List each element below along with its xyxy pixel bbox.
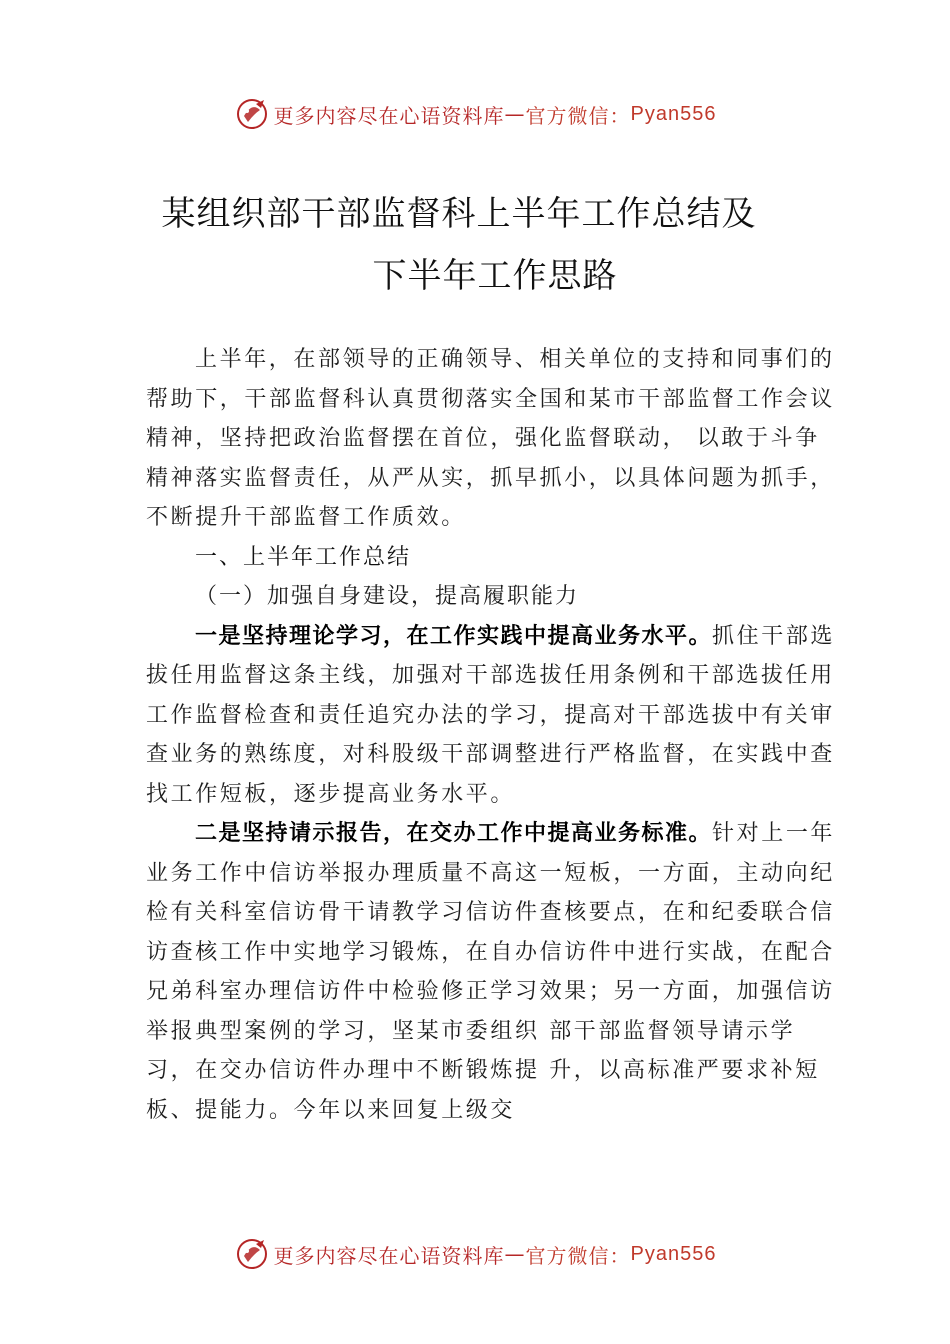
document-body (146, 340, 836, 1130)
brand-logo-icon (234, 1236, 270, 1272)
point2-paragraph (146, 814, 836, 1130)
banner-text (274, 100, 717, 129)
banner-sub-text: 官方微信： (525, 103, 631, 128)
banner-dash: — (504, 102, 526, 126)
footer-banner (0, 1232, 950, 1276)
banner-dash: — (504, 1242, 526, 1266)
document-title-line1: 某组织部干部监督科上半年工作总结及 (161, 194, 757, 234)
banner-sub-text: 官方微信： (525, 1243, 631, 1268)
header-banner (0, 92, 950, 136)
banner-main-text: 更多内容尽在心语资料库 (273, 1243, 505, 1268)
point1-paragraph (146, 617, 836, 815)
banner-wechat-id: Pyan556 (630, 1242, 717, 1265)
point2-body: 针对上一年业务工作中信访举报办理质量不高这一短板，一方面，主动向纪检有关科室信访骨干请教学习信访件查核要点，在和纪委联合信访查核工作中实地学习锻炼，在自办信访件中进行实战，在配合兄弟科室办理信访件中检验修正学习效果；另一方面，加强信访举报典型案例的学习，坚某市委组织 部干部监督领导请示学习，在交办信访件办理中不断锻炼提 升，以高标准严要求补短板、提能力。今年以来回复上级交 (146, 821, 836, 1123)
point1-body: 抓住干部选拔任用监督这条主线，加强对干部选拔任用条例和干部选拔任用工作监督检查和责任追究办法的学习，提高对干部选拔中有关审查业务的熟练度，对科股级干部调整进行严格监督，在实践中查找工作短板，逐步提高业务水平。 (146, 623, 836, 807)
point2-lead: 二是坚持请示报告，在交办工作中提高业务标准。 (195, 821, 713, 846)
point1-lead: 一是坚持理论学习，在工作实践中提高业务水平。 (195, 623, 713, 649)
intro-paragraph: 上半年，在部领导的正确领导、相关单位的支持和同事们的帮助下，干部监督科认真贯彻落实全国和某市干部监督工作会议精神，坚持把政治监督摆在首位，强化监督联动， 以敢于斗争精神落实监督责任，从严从实，抓早抓小，以具体问题为抓手，不断提升干部监督工作质效。 (146, 347, 835, 530)
subsection1-heading: （一）加强自身建设，提高履职能力 (195, 584, 580, 609)
banner-main-text: 更多内容尽在心语资料库 (273, 103, 505, 128)
document-title-line2: 下半年工作思路 (372, 256, 618, 296)
brand-logo-icon (234, 96, 270, 132)
section1-heading: 一、上半年工作总结 (195, 544, 412, 570)
banner-text (274, 1240, 717, 1269)
banner-wechat-id: Pyan556 (630, 102, 717, 125)
